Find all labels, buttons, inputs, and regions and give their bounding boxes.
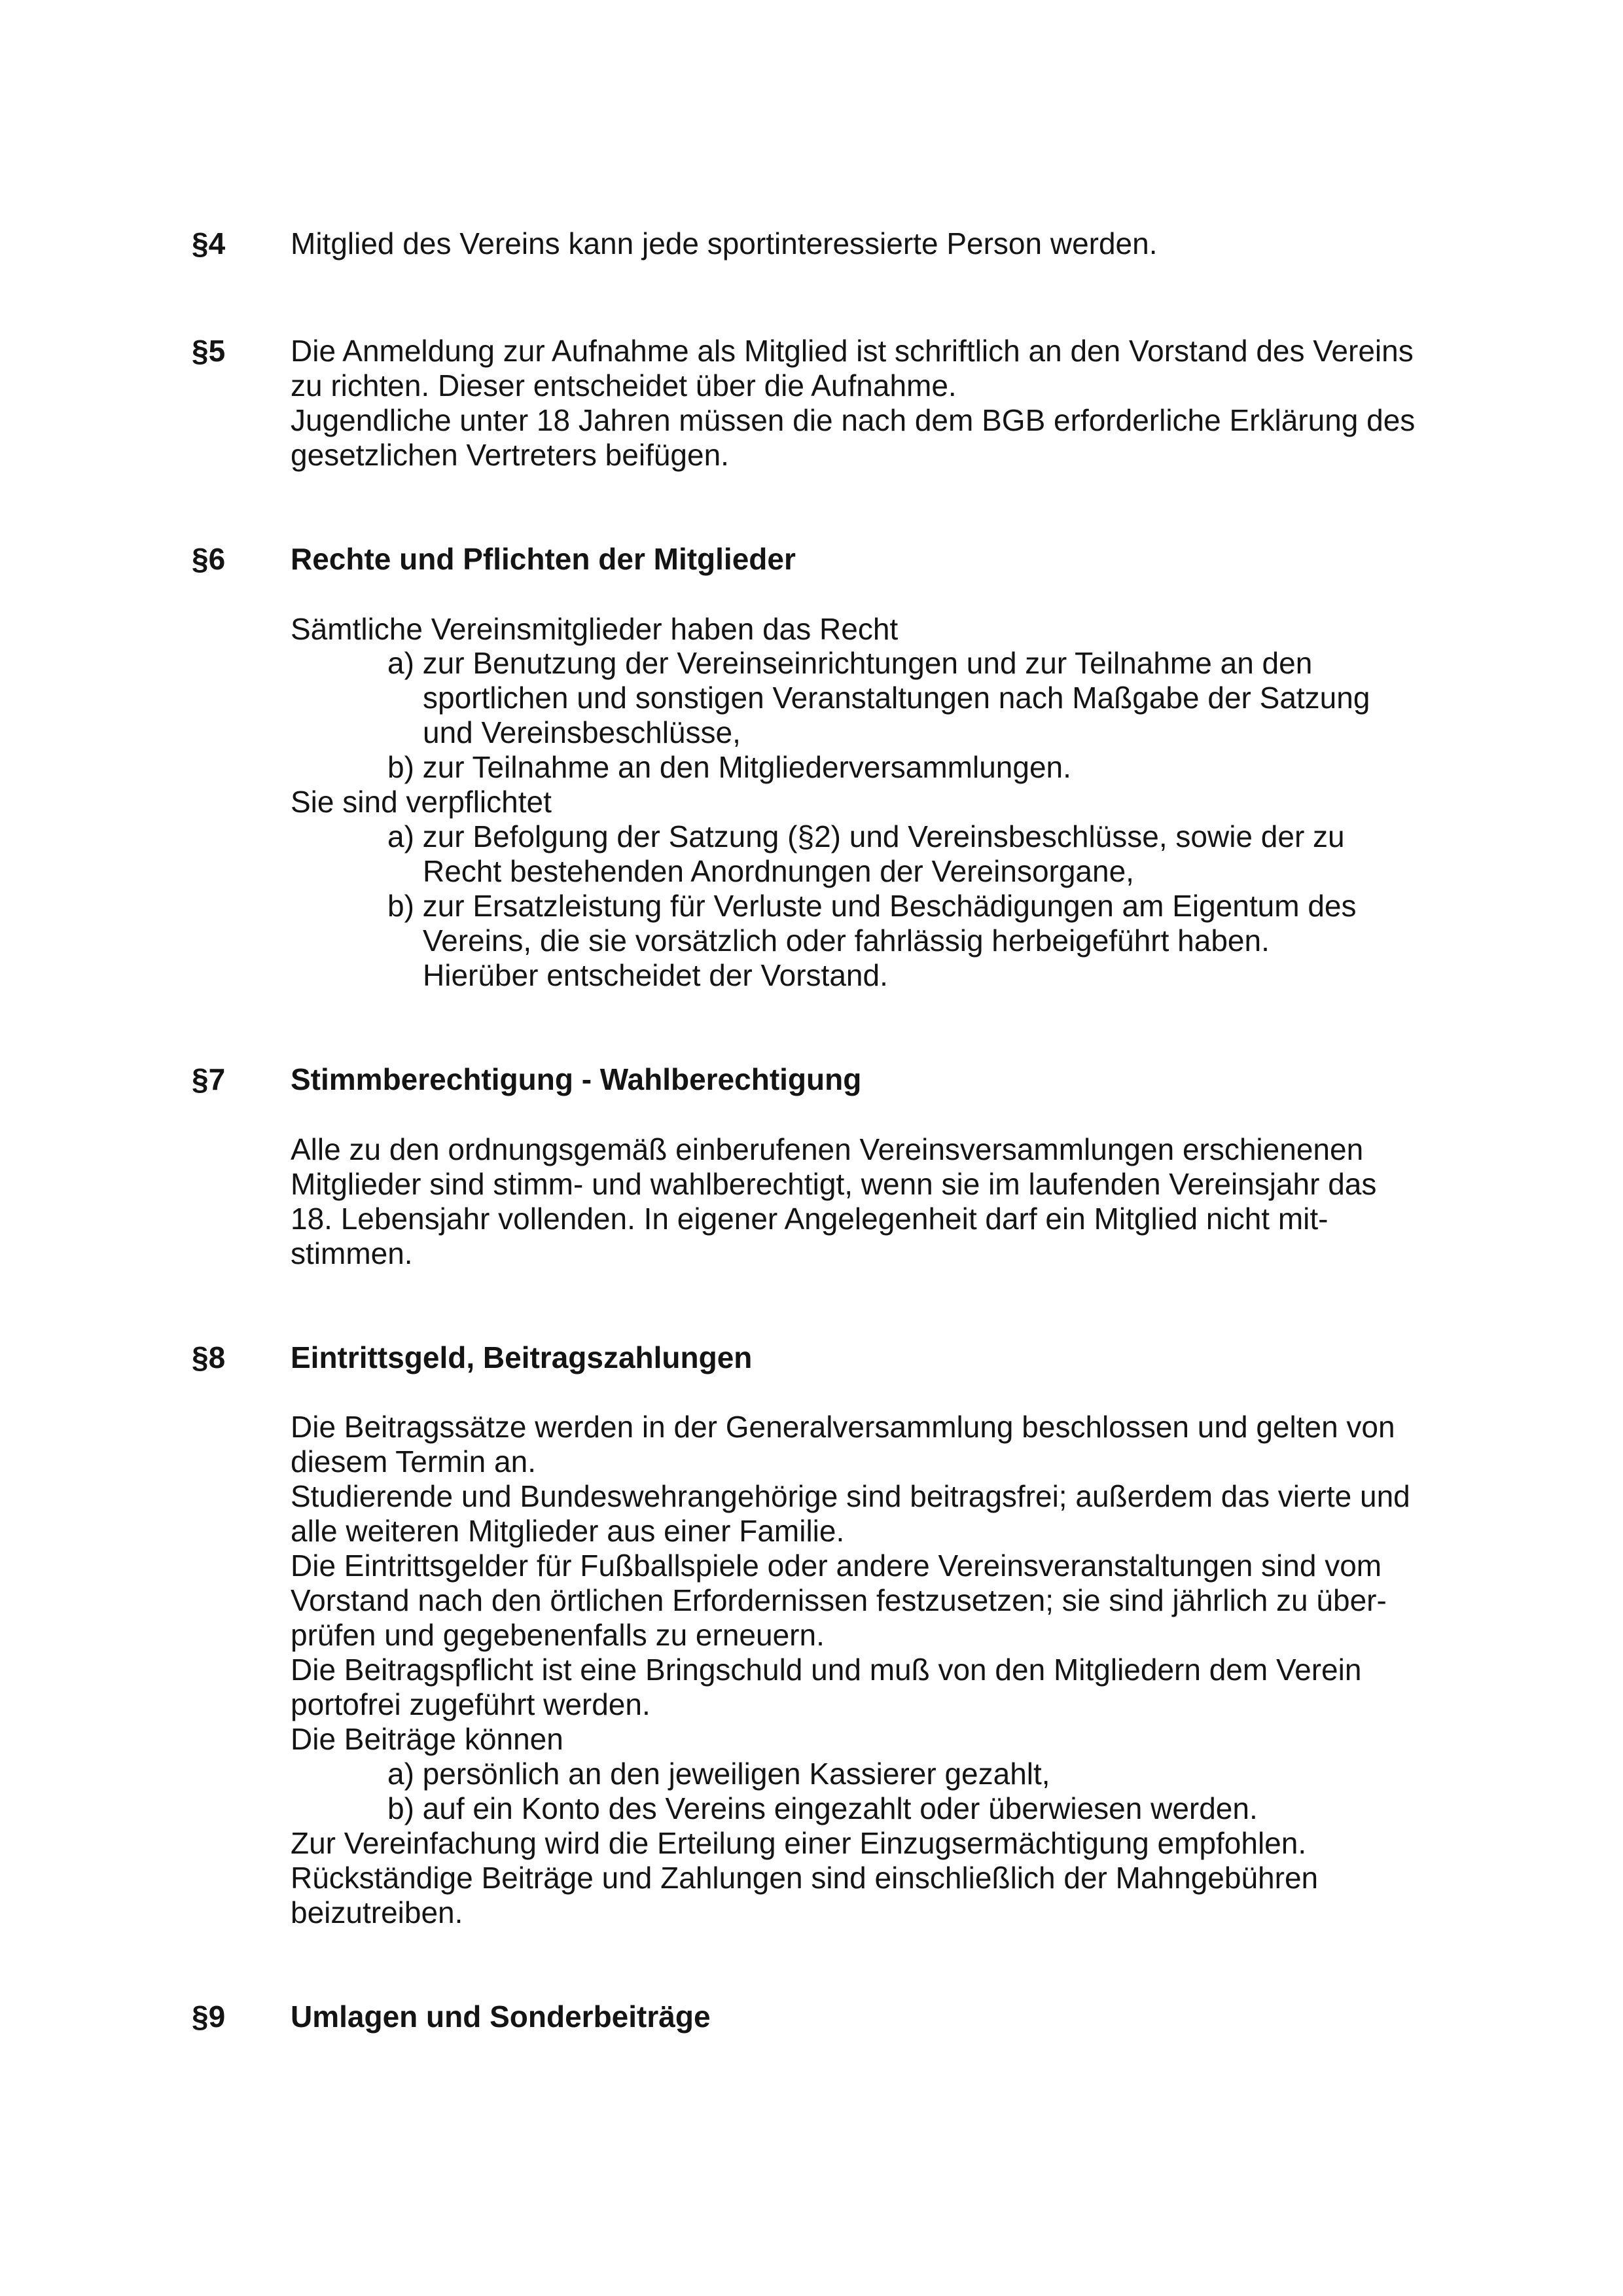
- paragraph-line: gesetzlichen Vertreters beifügen.: [291, 438, 729, 472]
- list-item: b) zur Teilnahme an den Mitgliederversammlungen.: [387, 750, 1071, 784]
- list-item-continuation: und Vereinsbeschlüsse,: [423, 715, 741, 749]
- paragraph-line: Studierende und Bundeswehrangehörige sind beitragsfrei; außerdem das vierte und: [291, 1479, 1410, 1513]
- section-title: Rechte und Pflichten der Mitglieder: [291, 542, 796, 576]
- paragraph-line: portofrei zugeführt werden.: [291, 1687, 651, 1721]
- section-title: Eintrittsgeld, Beitragszahlungen: [291, 1340, 753, 1374]
- paragraph-line: Die Anmeldung zur Aufnahme als Mitglied ist schriftlich an den Vorstand des Vereins: [291, 334, 1414, 368]
- paragraph-line: zu richten. Dieser entscheidet über die Aufnahme.: [291, 368, 957, 403]
- paragraph-line: Die Beitragspflicht ist eine Bringschuld und muß von den Mitgliedern dem Verein: [291, 1653, 1362, 1687]
- paragraph-line: Sämtliche Vereinsmitglieder haben das Recht: [291, 612, 899, 646]
- list-item-continuation: sportlichen und sonstigen Veranstaltungen nach Maßgabe der Satzung: [423, 681, 1370, 715]
- paragraph-line: diesem Termin an.: [291, 1444, 536, 1479]
- list-item-continuation: Recht bestehenden Anordnungen der Vereinsorgane,: [423, 854, 1134, 888]
- paragraph-line: 18. Lebensjahr vollenden. In eigener Angelegenheit darf ein Mitglied nicht mit-: [291, 1202, 1329, 1236]
- paragraph-line: Die Beitragssätze werden in der Generalversammlung beschlossen und gelten von: [291, 1410, 1395, 1444]
- paragraph-line: Zur Vereinfachung wird die Erteilung einer Einzugsermächtigung empfohlen.: [291, 1826, 1307, 1860]
- paragraph-line: Vorstand nach den örtlichen Erfordernissen festzusetzen; sie sind jährlich zu über-: [291, 1583, 1387, 1617]
- section-title: Umlagen und Sonderbeiträge: [291, 2000, 711, 2034]
- section-number: §6: [192, 542, 226, 576]
- section-number: §5: [192, 334, 226, 368]
- list-item: b) auf ein Konto des Vereins eingezahlt oder überwiesen werden.: [387, 1791, 1258, 1825]
- paragraph-line: beizutreiben.: [291, 1895, 463, 1929]
- list-item: a) zur Befolgung der Satzung (§2) und Vereinsbeschlüsse, sowie der zu: [387, 819, 1345, 853]
- paragraph-line: Die Beiträge können: [291, 1722, 563, 1756]
- section-number: §7: [192, 1062, 226, 1096]
- paragraph-line: Mitglieder sind stimm- und wahlberechtigt, wenn sie im laufenden Vereinsjahr das: [291, 1167, 1377, 1201]
- list-item: a) zur Benutzung der Vereinseinrichtungen und zur Teilnahme an den: [387, 646, 1313, 680]
- paragraph-line: Die Eintrittsgelder für Fußballspiele oder andere Vereinsveranstaltungen sind vom: [291, 1549, 1382, 1583]
- paragraph-line: Alle zu den ordnungsgemäß einberufenen Vereinsversammlungen erschienenen: [291, 1132, 1364, 1166]
- section-number: §8: [192, 1340, 226, 1374]
- section-number: §4: [192, 226, 226, 260]
- paragraph-line: Jugendliche unter 18 Jahren müssen die nach dem BGB erforderliche Erklärung des: [291, 403, 1416, 437]
- paragraph-line: Sie sind verpflichtet: [291, 785, 552, 819]
- section-number: §9: [192, 2000, 226, 2034]
- list-item: b) zur Ersatzleistung für Verluste und Beschädigungen am Eigentum des: [387, 889, 1357, 923]
- paragraph-line: prüfen und gegebenenfalls zu erneuern.: [291, 1618, 825, 1652]
- list-item: a) persönlich an den jeweiligen Kassierer gezahlt,: [387, 1757, 1050, 1791]
- paragraph-line: alle weiteren Mitglieder aus einer Familie.: [291, 1514, 845, 1548]
- list-item-continuation: Hierüber entscheidet der Vorstand.: [423, 958, 888, 992]
- paragraph-line: stimmen.: [291, 1236, 413, 1270]
- section-title: Stimmberechtigung - Wahlberechtigung: [291, 1062, 862, 1096]
- paragraph-line: Mitglied des Vereins kann jede sportinteressierte Person werden.: [291, 226, 1158, 260]
- list-item-continuation: Vereins, die sie vorsätzlich oder fahrlässig herbeigeführt haben.: [423, 924, 1270, 958]
- paragraph-line: Rückständige Beiträge und Zahlungen sind einschließlich der Mahngebühren: [291, 1861, 1319, 1895]
